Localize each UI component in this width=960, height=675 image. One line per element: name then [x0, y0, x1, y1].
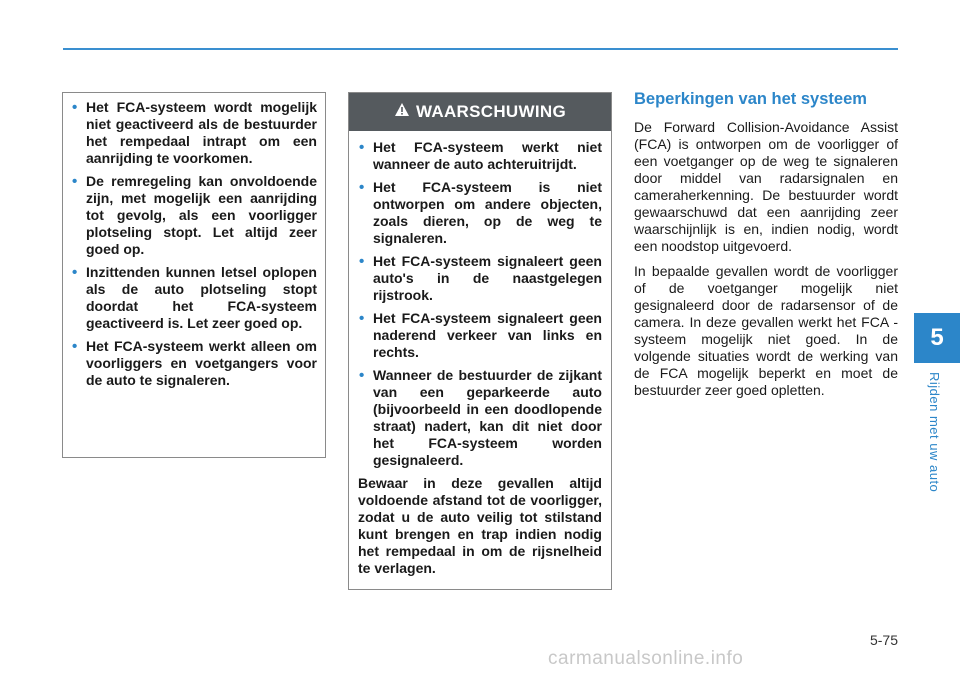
list-item: • Het FCA-systeem signaleert geen naderend verkeer van links en rechts.	[358, 310, 602, 361]
chapter-label: Rijden met uw auto	[927, 372, 942, 493]
watermark: carmanualsonline.info	[548, 648, 744, 669]
page-number: 5-75	[869, 632, 898, 648]
header-rule	[63, 48, 898, 50]
notes-box	[62, 92, 326, 458]
notes-list	[71, 99, 317, 389]
list-item: • Het FCA-systeem is niet ontworpen om andere objecten, zoals dieren, op de weg te signaleren.	[358, 179, 602, 247]
list-item: • Het FCA-systeem wordt mogelijk niet geactiveerd als de bestuurder het rempedaal intrapt om een aanrijding te voorkomen.	[71, 99, 317, 167]
list-item: • De remregeling kan onvoldoende zijn, met mogelijk een aanrijding tot gevolg, als een voorligger plotseling stopt. Let altijd zeer goed op.	[71, 173, 317, 258]
body-paragraph: In bepaalde gevallen wordt de voorligger of de voetganger mogelijk niet gesignaleerd door de radarsensor of de camera. In deze gevallen werkt het FCA -systeem mogelijk niet goed. In de volgende situaties wordt de werking van de FCA mogelijk beperkt en moet de bestuurder zeer goed opletten.	[634, 263, 898, 398]
warning-triangle-icon	[394, 102, 410, 122]
list-item: • Het FCA-systeem werkt niet wanneer de auto achteruitrijdt.	[358, 139, 602, 173]
section-limitations	[634, 90, 898, 407]
list-item: • Het FCA-systeem werkt alleen om voorliggers en voetgangers voor de auto te signaleren.	[71, 338, 317, 389]
chapter-number: 5	[930, 324, 944, 351]
warning-header	[349, 93, 611, 131]
warning-list	[358, 139, 602, 469]
section-title: Beperkingen van het systeem	[634, 90, 867, 108]
body-paragraph: De Forward Collision-Avoidance Assist (FCA) is ontworpen om de voorligger of een voetganger op de weg te signaleren door middel van radarsignalen en cameraherkenning. De bestuurder wordt gewaarschuwd dat een aanrijding zeer waarschijnlijk is en, indien nodig, wordt een noodstop uitgevoerd.	[634, 119, 898, 254]
warning-title: WAARSCHUWING	[416, 102, 566, 121]
list-item: • Wanneer de bestuurder de zijkant van een geparkeerde auto (bijvoorbeeld in een doodlopende straat) nadert, kan dit niet door het FCA-systeem worden gesignaleerd.	[358, 367, 602, 469]
warning-box	[348, 92, 612, 590]
warning-paragraph: Bewaar in deze gevallen altijd voldoende afstand tot de voorligger, zodat u de auto veilig tot stilstand kunt brengen en trap indien nodig het rempedaal in om de rijsnelheid te verlagen.	[358, 475, 602, 576]
list-item: • Inzittenden kunnen letsel oplopen als de auto plotseling stopt doordat het FCA-systeem geactiveerd is. Let zeer goed op.	[71, 264, 317, 332]
chapter-tab[interactable]	[914, 313, 960, 363]
list-item: • Het FCA-systeem signaleert geen auto's in de naastgelegen rijstrook.	[358, 253, 602, 304]
